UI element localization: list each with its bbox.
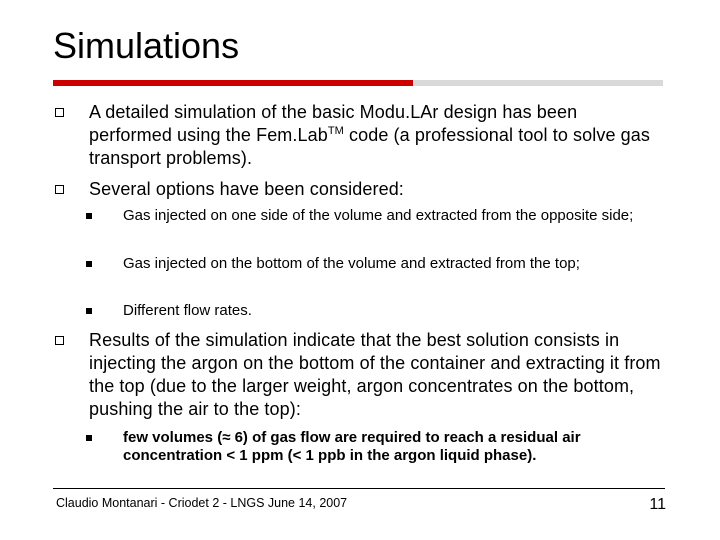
hollow-square-bullet-icon — [55, 108, 64, 117]
footer-divider — [53, 488, 665, 489]
sub-bullet-option-flow-rates — [123, 302, 653, 320]
sub-bullet-text: Different flow rates. — [123, 302, 252, 319]
sub-bullet-text: Gas injected on the bottom of the volume and extracted from the top; — [123, 255, 580, 272]
bullet-text: Results of the simulation indicate that the best solution consists in injecting the argon on the bottom of the container and extracting it from the top (due to the larger weight, argon concentrates on the bottom, pushing the air to the top): — [89, 330, 661, 419]
bullet-simulation-description — [89, 101, 664, 170]
title-underline-bar — [53, 80, 663, 86]
bullet-text: Several options have been considered: — [89, 179, 404, 199]
filled-square-bullet-icon — [86, 261, 92, 267]
filled-square-bullet-icon — [86, 435, 92, 441]
bullet-simulation-results — [89, 329, 664, 421]
filled-square-bullet-icon — [86, 308, 92, 314]
page-number: 11 — [649, 496, 666, 513]
slide-title: Simulations — [53, 25, 240, 66]
hollow-square-bullet-icon — [55, 185, 64, 194]
sub-bullet-text: Gas injected on one side of the volume and extracted from the opposite side; — [123, 207, 634, 224]
footer-text: Claudio Montanari - Criodet 2 - LNGS June 14, 2007 — [56, 496, 348, 510]
sub-bullet-option-bottom — [123, 255, 653, 273]
sub-bullet-option-side — [123, 207, 653, 225]
sub-bullet-text: few volumes (≈ 6) of gas flow are required to reach a residual air concentration < 1 ppm (< 1 ppb in the argon liquid phase). — [123, 429, 581, 464]
bullet-options-considered — [89, 178, 664, 201]
sub-bullet-result-volumes — [123, 429, 653, 465]
bullet-text-part2: code (a professional tool to solve gas transport problems). — [89, 125, 650, 168]
trademark-superscript: TM — [327, 125, 344, 137]
filled-square-bullet-icon — [86, 213, 92, 219]
hollow-square-bullet-icon — [55, 336, 64, 345]
bullet-text-part1: A detailed simulation of the basic Modu.LAr design has been performed using the Fem.Lab — [89, 102, 578, 145]
